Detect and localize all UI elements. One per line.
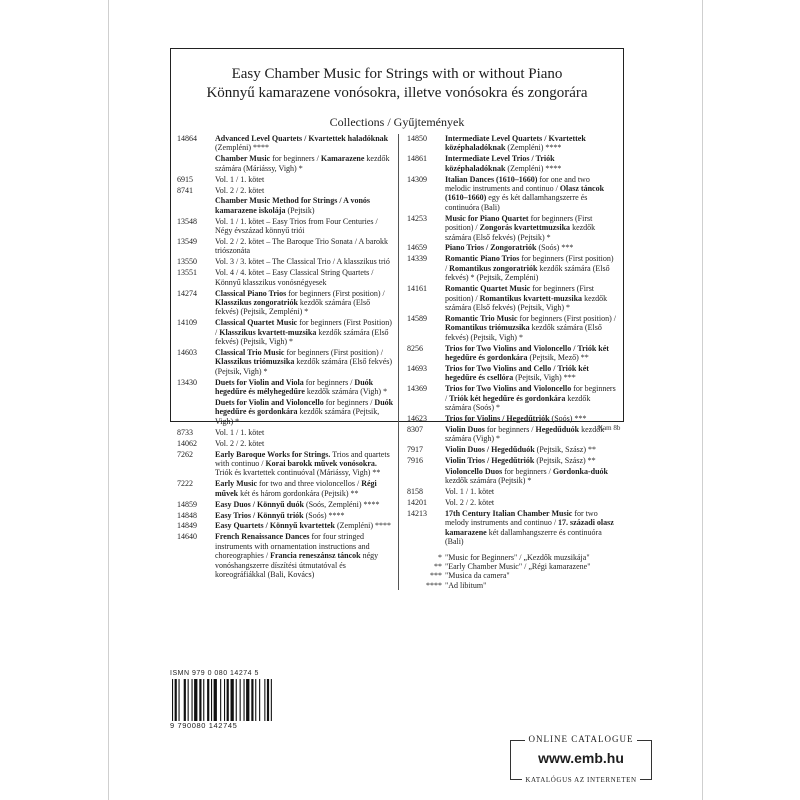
section-subtitle: Collections / Gyűjtemények	[329, 115, 465, 129]
catalogue-entry	[177, 257, 394, 266]
catalogue-number: 14603	[177, 348, 197, 358]
barcode-bar	[227, 679, 229, 721]
catalogue-number: 14848	[177, 510, 197, 520]
entry-text: kezdők számára (Első fekvés) (Pejtsik, Zempléni) *	[215, 298, 371, 317]
catalogue-number	[177, 196, 215, 215]
catalogue-number: 14161	[406, 284, 427, 294]
entry-text: (Pejtsik, Mező) **	[527, 352, 589, 362]
entry-text: kezdők számára (Vigh) *	[304, 387, 388, 397]
catalogue-entry	[177, 348, 394, 376]
catalogue-entry	[177, 511, 394, 520]
legend-item	[407, 571, 617, 580]
catalogue-entry	[177, 196, 394, 215]
entry-title: Trios for Two Violins and Violoncello / Triók két hegedűre és gordonkára	[444, 343, 609, 362]
barcode-bar	[175, 679, 177, 721]
barcode	[170, 679, 310, 721]
entry-title: Easy Trios / Könnyű triók	[215, 510, 304, 520]
catalogue-number: 14339	[406, 254, 427, 264]
legend-text: "Early Chamber Music" / „Régi kamarazene"	[444, 562, 591, 572]
entry-text: kezdők számára (Első fekvés) (Pejtsik, Vigh) *	[215, 327, 389, 347]
catalogue-entry	[407, 364, 617, 383]
entry-text: (Zempléni) ****	[215, 143, 269, 153]
catalogue-entry	[407, 254, 617, 282]
catalogue-number: 14213	[406, 509, 427, 519]
entry-title: 17. századi olasz kamarazene	[444, 518, 614, 537]
entry-text: Vol. 1 / 1. kötet	[215, 174, 265, 184]
catalogue-number: 7916	[406, 456, 423, 465]
entry-title: Intermediate Level Quartets / Kvartettek középhaladóknak	[444, 134, 586, 153]
entry-text: kezdők számára (Vigh) *	[444, 424, 605, 444]
catalogue-number: 6915	[177, 174, 193, 184]
entry-text: (Pejtsik)	[285, 205, 315, 215]
catalogue-entry	[407, 487, 617, 496]
entry-text: for beginners (First position) /	[444, 254, 614, 273]
catalogue-entry	[407, 509, 617, 547]
entry-text: (Zempléni) ****	[505, 143, 562, 153]
entry-title: Easy Duos / Könnyű duók	[215, 499, 304, 509]
entry-text: két dallamhangszerre és continuóra (Bali)	[444, 527, 602, 547]
entry-text: (Soós) ***	[549, 413, 587, 423]
catalogue-entry	[177, 521, 394, 530]
catalogue-entry	[177, 532, 394, 579]
barcode-block	[170, 670, 318, 732]
barcode-bar	[246, 679, 249, 721]
catalogue-number: 14659	[406, 243, 427, 253]
catalogue-number: 14062	[177, 438, 197, 448]
catalogue-number: 13549	[177, 237, 197, 247]
entry-title: Olasz táncok (1610–1660)	[444, 184, 605, 203]
legend-text: "Musica da camera"	[444, 571, 510, 581]
catalogue-entry	[177, 268, 394, 287]
catalogue-number: 8158	[406, 487, 423, 497]
catalogue-number: 14640	[177, 532, 197, 542]
entry-title: Chamber Music	[215, 154, 271, 164]
entry-text: kezdők számára (Első fekvés) (Pejtsik, Vigh) *	[444, 323, 602, 342]
entry-text: egy és két dallamhangszerre és continuóra (Bali)	[444, 193, 588, 212]
barcode-digits: 9 790080 142745	[170, 721, 238, 730]
entry-text: for two melody instruments and continuo /	[444, 509, 598, 528]
entry-title: Korai barokk művek vonósokra.	[265, 459, 377, 468]
catalogue-number: 14693	[406, 363, 427, 373]
catalogue-number: 14850	[406, 134, 427, 143]
entry-text: (Zempléni) ****	[505, 163, 562, 173]
entry-text: for one and two melodic instruments and continuo /	[444, 174, 590, 194]
catalogue-number: 7222	[177, 479, 193, 489]
catalogue-number: 14274	[177, 288, 197, 298]
online-catalogue-box	[510, 734, 652, 784]
catalogue-number: 14849	[177, 521, 197, 531]
catalogue-entry	[177, 500, 394, 509]
legend	[407, 553, 617, 591]
catalogue-entry	[407, 344, 617, 363]
entry-text: Vol. 4 / 4. kötet – Easy Classical String Quartets / Könnyű klasszikus vonósnégyesek	[215, 268, 374, 287]
catalogue-number: 14864	[177, 134, 197, 143]
catalogue-number: 7262	[177, 449, 193, 459]
barcode-bar	[192, 679, 193, 721]
legend-text: "Music for Beginners" / „Kezdők muzsikája"	[444, 552, 590, 562]
title-english: Easy Chamber Music for Strings with or without Piano	[231, 66, 563, 82]
barcode-bar	[220, 679, 221, 721]
entry-title: Duók hegedűre és mélyhegedűre	[215, 377, 374, 397]
entry-text: (Zempléni) ****	[335, 521, 391, 531]
barcode-bar	[259, 679, 260, 721]
entry-text: for four stringed instruments with ornamentation instructions and choreographies /	[215, 532, 370, 561]
catalogue-number: 14309	[406, 174, 427, 184]
entry-title: Violin Duos	[444, 424, 485, 434]
barcode-bar	[172, 679, 173, 721]
entry-title: Duets for Violin and Viola	[215, 377, 304, 387]
entry-title: Classical Piano Trios	[215, 288, 287, 298]
entry-text: (Soós) ***	[536, 243, 574, 253]
entry-text: két és három gordonkára (Pejtsik) **	[238, 488, 359, 498]
entry-title: Early Baroque Works for Strings.	[215, 449, 331, 459]
catalogue-entry	[177, 378, 394, 397]
entry-title: Hegedűduók	[535, 424, 580, 434]
entry-title: Klasszikus kvartett-muzsika	[219, 327, 317, 337]
entry-title: Violin Duos / Hegedűduók	[444, 445, 535, 455]
legend-mark: ***	[429, 571, 442, 581]
entry-text: Triók és kvartettek continuóval (Máriássy, Vigh) **	[215, 468, 381, 478]
catalogue-number: 13551	[177, 268, 197, 278]
entry-title: Violin Trios / Hegedűtriók	[444, 456, 535, 465]
catalogue-entry	[177, 237, 394, 256]
legend-item	[407, 562, 617, 571]
catalogue-entry	[407, 175, 617, 213]
entry-title: Zongorás kvartettmuzsika	[479, 223, 571, 233]
entry-text: Vol. 1 / 1. kötet – Easy Trios from Four Centuries / Négy évszázad könnyű triói	[215, 216, 378, 236]
entry-title: French Renaissance Dances	[215, 532, 310, 542]
entry-title: Trios for Two Violins and Cello / Triók két hegedűre és csellóra	[444, 363, 589, 383]
catalogue-number: 8741	[177, 185, 193, 195]
catalogue-entry	[407, 284, 617, 312]
barcode-bar	[267, 679, 269, 721]
entry-title: Italian Dances (1610–1660)	[444, 174, 538, 184]
catalogue-number: 13550	[177, 257, 197, 267]
entry-text: kezdők számára (Első fekvés) * (Pejtsik, Zempléni)	[444, 263, 610, 283]
entry-text: for beginners /	[502, 466, 553, 476]
catalogue-entry	[177, 398, 394, 426]
ismn-label: ISMN 979 0 080 14274 5	[170, 670, 259, 677]
entry-text: kezdők számára (Első fekvés) (Pejtsik, Vigh) *	[215, 357, 393, 376]
barcode-bar	[207, 679, 209, 721]
entry-text: for beginners /	[323, 398, 375, 408]
catalogue-number: 13430	[177, 377, 197, 387]
catalogue-entry	[407, 243, 617, 252]
catalogue-entry	[177, 134, 394, 153]
entry-title: Romantikus triómuzsika	[444, 323, 530, 333]
entry-title: Régi művek	[215, 479, 377, 498]
entry-text: Vol. 1 / 1. kötet	[444, 487, 495, 497]
entry-text: for beginners (First position) /	[444, 284, 595, 303]
entry-title: Klasszikus triómuzsika	[215, 357, 295, 367]
catalogue-number: 14859	[177, 499, 197, 509]
entry-text: kezdők számára (Pejtsik) *	[444, 476, 532, 486]
barcode-bar	[251, 679, 253, 721]
entry-title: Kamarazene	[320, 154, 365, 164]
barcode-bar	[211, 679, 212, 721]
entry-text: kezdők számára (Máriássy, Vigh) *	[215, 154, 390, 173]
barcode-bar	[224, 679, 225, 721]
catalogue-entry	[177, 154, 394, 173]
catalogue-entry	[177, 217, 394, 236]
catalogue-entry	[177, 186, 394, 195]
barcode-bar	[244, 679, 245, 721]
entry-title: Violoncello Duos	[444, 466, 503, 476]
entry-title: Romantic Trio Music	[444, 313, 518, 323]
catalogue-hungarian-label: KATALÓGUS AZ INTERNETEN	[522, 776, 639, 784]
entry-text: kezdők számára (Első fekvés) (Pejtsik, Vigh) *	[444, 293, 608, 312]
entry-text: (Pejtsik, Vigh) ***	[513, 373, 576, 383]
entry-title: Romantic Quartet Music	[444, 284, 531, 294]
entry-text: (Pejtsik, Szász) **	[534, 445, 596, 455]
entry-title: Romantic Piano Trios	[444, 254, 520, 264]
barcode-bar	[184, 679, 186, 721]
catalogue-number: 14253	[406, 213, 427, 223]
barcode-bar	[264, 679, 265, 721]
entry-title: Music for Piano Quartet	[444, 213, 529, 223]
entry-text: kezdők számára (Első fekvés) (Pejtsik) *	[444, 223, 596, 242]
catalogue-entry	[177, 175, 394, 184]
entry-title: Piano Trios / Zongoratriók	[444, 243, 537, 253]
catalogue-entry	[407, 425, 617, 444]
barcode-bar	[231, 679, 234, 721]
entry-text: for beginners /	[303, 377, 355, 387]
catalogue-entry	[407, 467, 617, 486]
entry-title: Trios for Two Violins and Violoncello	[444, 384, 572, 394]
entry-title: Classical Trio Music	[215, 348, 285, 358]
entry-text: for beginners /	[484, 424, 536, 434]
entry-title: Gordonka-duók	[552, 466, 608, 476]
catalogue-number: 14589	[406, 313, 427, 323]
entry-text: Vol. 2 / 2. kötet	[444, 498, 495, 508]
entry-title: Klasszikus zongoratriók	[215, 298, 298, 307]
catalogue-entry	[177, 428, 394, 437]
entry-text: négy vonóshangszerre díszítési útmutatóval és koreográfiákkal (Bali, Kovács)	[215, 551, 379, 579]
catalogue-entry	[407, 134, 617, 153]
catalogue-entry	[177, 439, 394, 448]
entry-title: Triók két hegedűre és gordonkára	[449, 393, 566, 403]
catalogue-number: 14369	[406, 384, 427, 394]
entry-text: Vol. 2 / 2. kötet – The Baroque Trio Sonata / A barokk triószonáta	[215, 237, 389, 256]
barcode-bar	[240, 679, 241, 721]
barcode-bar	[188, 679, 189, 721]
barcode-bar	[194, 679, 197, 721]
legend-text: "Ad libitum"	[444, 580, 487, 590]
right-column	[399, 134, 617, 590]
catalogue-entry	[407, 456, 617, 465]
catalogue-number	[177, 154, 215, 173]
entry-title: Classical Quartet Music	[215, 318, 298, 328]
entry-text: for beginners (First position) /	[284, 348, 383, 358]
catalogue-url-link[interactable]: www.emb.hu	[538, 750, 624, 766]
catalogue-entry	[407, 498, 617, 507]
entry-title: Romantikus zongoratriók	[449, 263, 538, 273]
entry-text: for beginners (First position) /	[444, 213, 593, 233]
entry-text: for beginners (First position) /	[286, 288, 385, 298]
entry-text: Trios and quartets with continuo /	[215, 449, 390, 468]
entry-title: Duók hegedűre és gordonkára	[215, 398, 394, 417]
entry-text: Vol. 2 / 2. kötet	[215, 438, 265, 448]
legend-mark: **	[433, 562, 442, 572]
catalogue-number: 14623	[406, 413, 427, 423]
catalogue-number	[177, 398, 215, 426]
catalogue-entry	[407, 384, 617, 412]
entry-text: Vol. 3 / 3. kötet – The Classical Trio / A klasszikus trió	[215, 257, 390, 267]
catalogue-number: 8256	[406, 343, 423, 353]
catalogue-number: 7917	[406, 445, 423, 455]
barcode-bar	[236, 679, 237, 721]
legend-item	[407, 581, 617, 590]
catalogue-number: 13548	[177, 216, 197, 226]
catalogue-code: Kam 8b	[598, 424, 621, 432]
catalogue-entry	[177, 318, 394, 346]
online-catalogue-label: ONLINE CATALOGUE	[525, 734, 636, 744]
barcode-bar	[179, 679, 180, 721]
left-column	[177, 134, 399, 590]
entry-text: for beginners /	[270, 154, 321, 164]
entry-title: Francia reneszánsz táncok	[270, 551, 361, 561]
entry-title: Intermediate Level Trios / Triók középhaladóknak	[444, 154, 555, 173]
entry-title: Trios for Violins / Hegedűtriók	[444, 413, 550, 423]
entry-text: (Soós) ****	[303, 510, 345, 520]
entry-title: Advanced Level Quartets / Kvartettek haladóknak	[215, 134, 389, 143]
barcode-bar	[203, 679, 204, 721]
entry-title: Romantikus kvartett-muzsika	[479, 293, 583, 303]
catalogue-number: 14861	[406, 154, 427, 164]
catalogue-number: 8307	[406, 424, 423, 434]
entry-text: (Pejtsik, Szász) **	[534, 456, 596, 465]
legend-mark: ****	[425, 580, 442, 590]
title-hungarian: Könnyű kamarazene vonósokra, illetve vonósokra és zongorára	[206, 85, 588, 101]
entry-title: Easy Quartets / Könnyű kvartettek	[215, 521, 335, 531]
entry-title: 17th Century Italian Chamber Music	[444, 509, 573, 519]
entry-text: for two and three violoncellos /	[257, 479, 362, 489]
entry-text: Vol. 1 / 1. kötet	[215, 427, 265, 437]
catalogue-entry	[177, 289, 394, 317]
legend-item	[407, 553, 617, 562]
catalogue-entry	[407, 314, 617, 342]
catalogue-entry	[407, 154, 617, 173]
entry-text: for beginners (First Position) /	[215, 318, 392, 337]
entry-text: (Soós, Zempléni) ****	[303, 499, 380, 509]
barcode-bar	[255, 679, 256, 721]
entry-text: for beginners (First position) /	[517, 313, 616, 323]
entry-title: Chamber Music Method for Strings / A vonós kamarazene iskolája	[215, 196, 371, 215]
barcode-bar	[214, 679, 217, 721]
catalogue-entry	[407, 445, 617, 454]
barcode-bar	[199, 679, 201, 721]
entry-text: kezdők számára (Soós) *	[444, 393, 591, 412]
entry-title: Duets for Violin and Violoncello	[215, 398, 324, 408]
entry-text: Vol. 2 / 2. kötet	[215, 185, 265, 195]
catalogue-number	[407, 467, 445, 486]
entry-text: kezdők számára (Pejtsik, Vigh) *	[215, 407, 380, 426]
barcode-bar	[271, 679, 272, 721]
catalogue-entry	[407, 214, 617, 242]
legend-mark: *	[437, 552, 442, 562]
catalogue-entry	[407, 414, 617, 423]
catalogue-number: 14201	[406, 498, 427, 508]
catalogue-number: 14109	[177, 318, 197, 328]
catalogue-number: 8733	[177, 427, 193, 437]
catalogue-entry	[177, 479, 394, 498]
catalogue-entry	[177, 450, 394, 478]
entry-text: for beginners /	[444, 384, 616, 403]
entry-title: Early Music	[215, 479, 257, 489]
